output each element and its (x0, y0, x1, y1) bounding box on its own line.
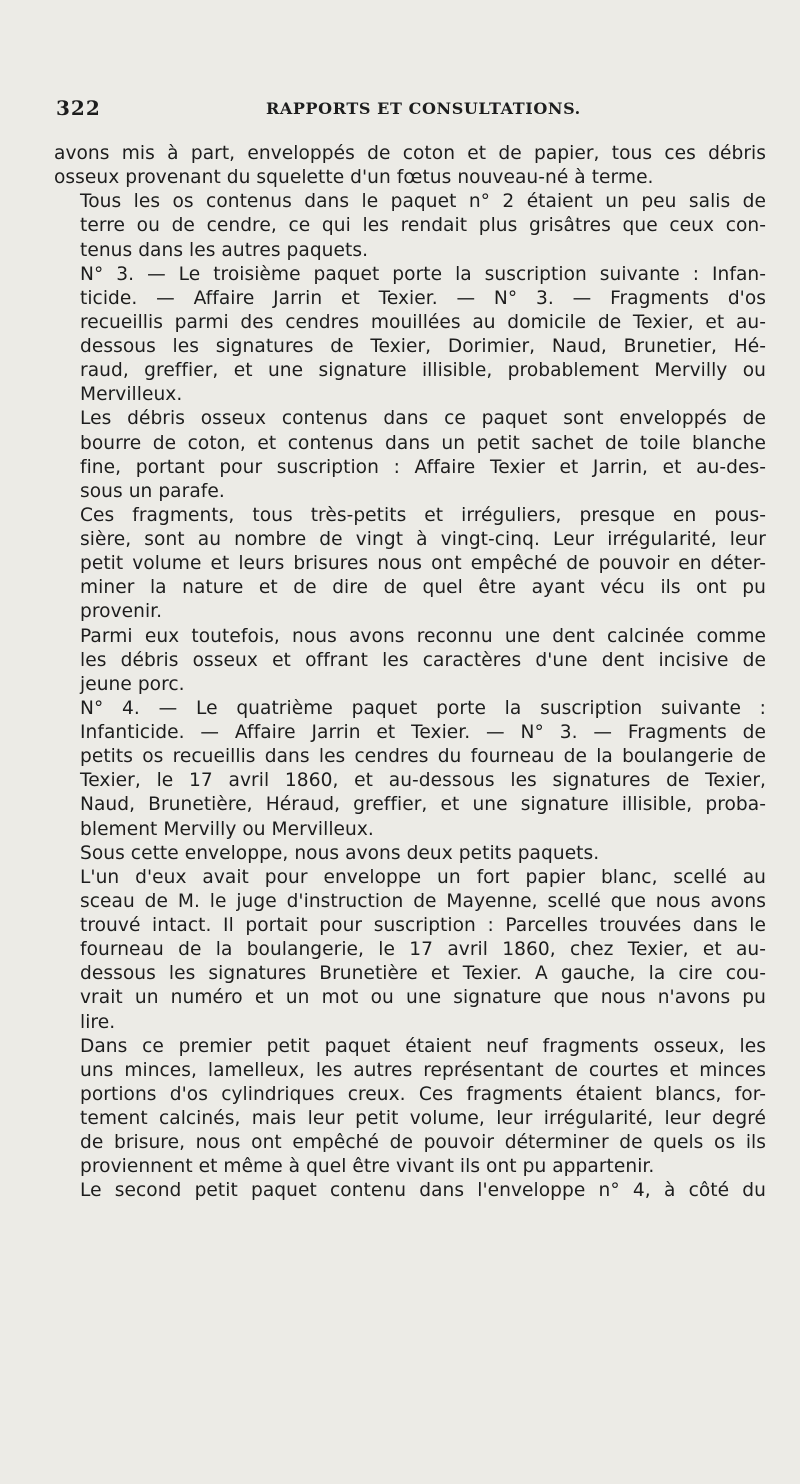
text-line: tement calcinés, mais leur petit volume, leur irrégularité, leur degré (80, 1108, 766, 1129)
text-line: sceau de M. le juge d'instruction de Mayenne, scellé que nous avons (80, 890, 766, 912)
text-line: N° 3. — Le troisième paquet porte la suscription suivante : Infan- (80, 263, 766, 285)
text-line: terre ou de cendre, ce qui les rendait plus grisâtres que ceux con- (80, 215, 766, 237)
text-line: tenus dans les autres paquets. (80, 239, 369, 261)
text-line: Texier, le 17 avril 1860, et au-dessous les signatures de Texier, (80, 770, 766, 792)
text-line: portions d'os cylindriques creux. Ces fragments étaient blancs, for- (80, 1083, 766, 1105)
text-line: N° 4. — Le quatrième paquet porte la suscription suivante : (80, 697, 766, 719)
paragraph-6 (54, 625, 766, 697)
text-line: raud, greffier, et une signature illisible, probablement Mervilly ou (80, 360, 766, 382)
paragraph-10 (54, 1035, 766, 1180)
text-line: proviennent et même à quel être vivant ils ont pu appartenir. (80, 1156, 655, 1178)
text-line: sous un parafe. (80, 480, 225, 502)
text-line: osseux provenant du squelette d'un fœtus nouveau-né à terme. (54, 167, 654, 189)
text-line: ticide. — Affaire Jarrin et Texier. — N° 3. — Fragments d'os (80, 287, 766, 309)
text-line: miner la nature et de dire de quel être ayant vécu ils ont pu (80, 577, 766, 599)
text-line: recueillis parmi des cendres mouillées au domicile de Texier, et au- (80, 311, 766, 333)
text-line: trouvé intact. Il portait pour suscription : Parcelles trouvées dans le (80, 915, 766, 936)
text-line: petit volume et leurs brisures nous ont empêché de pouvoir en déter- (80, 553, 766, 575)
paragraph-3 (54, 263, 766, 408)
text-line: L'un d'eux avait pour enveloppe un fort papier blanc, scellé au (80, 866, 766, 888)
text-line: Infanticide. — Affaire Jarrin et Texier. — N° 3. — Fragments de (80, 722, 766, 743)
text-line: avons mis à part, enveloppés de coton et de papier, tous ces débris (54, 143, 766, 164)
page-header (56, 96, 766, 122)
paragraph-2 (54, 190, 766, 262)
text-line: lire. (80, 1011, 116, 1033)
paragraph-11 (54, 1179, 766, 1203)
text-line: Naud, Brunetière, Héraud, greffier, et une signature illisible, proba- (80, 794, 766, 816)
text-line: bourre de coton, et contenus dans un petit sachet de toile blanche (80, 432, 766, 454)
text-line: Le second petit paquet contenu dans l'enveloppe n° 4, à côté du (80, 1180, 766, 1202)
text-line: Tous les os contenus dans le paquet n° 2 étaient un peu salis de (80, 191, 766, 213)
text-line: Mervilleux. (80, 384, 183, 406)
paragraph-1 (54, 142, 766, 190)
text-line: Sous cette enveloppe, nous avons deux petits paquets. (80, 842, 600, 864)
text-line: dessous les signatures Brunetière et Texier. A gauche, la cire cou- (80, 963, 766, 985)
running-title: RAPPORTS ET CONSULTATIONS. (266, 99, 581, 118)
text-line: petits os recueillis dans les cendres du fourneau de la boulangerie de (80, 746, 766, 768)
paragraph-9 (54, 866, 766, 1035)
text-line: provenir. (80, 601, 163, 623)
page-number: 322 (56, 96, 101, 120)
text-line: blement Mervilly ou Mervilleux. (80, 818, 374, 840)
text-line: Les débris osseux contenus dans ce paquet sont enveloppés de (80, 408, 766, 430)
text-line: uns minces, lamelleux, les autres représentant de courtes et minces (80, 1059, 766, 1081)
text-line: sière, sont au nombre de vingt à vingt-cinq. Leur irrégularité, leur (80, 529, 766, 550)
text-line: fine, portant pour suscription : Affaire Texier et Jarrin, et au-des- (80, 456, 766, 478)
text-line: Dans ce premier petit paquet étaient neuf fragments osseux, les (80, 1035, 766, 1057)
text-line: vrait un numéro et un mot ou une signature que nous n'avons pu (80, 987, 766, 1009)
text-line: dessous les signatures de Texier, Dorimier, Naud, Brunetier, Hé- (80, 336, 766, 357)
text-line: les débris osseux et offrant les caractères d'une dent incisive de (80, 649, 766, 671)
text-line: de brisure, nous ont empêché de pouvoir déterminer de quels os ils (80, 1132, 766, 1154)
paragraph-4 (54, 407, 766, 504)
text-line: fourneau de la boulangerie, le 17 avril 1860, chez Texier, et au- (80, 939, 766, 961)
text-line: Ces fragments, tous très-petits et irréguliers, presque en pous- (80, 504, 766, 526)
paragraph-7 (54, 697, 766, 842)
paragraph-8 (54, 842, 766, 866)
text-line: Parmi eux toutefois, nous avons reconnu une dent calcinée comme (80, 625, 766, 647)
text-line: jeune porc. (80, 673, 185, 695)
body-text (54, 142, 766, 1204)
paragraph-5 (54, 504, 766, 625)
